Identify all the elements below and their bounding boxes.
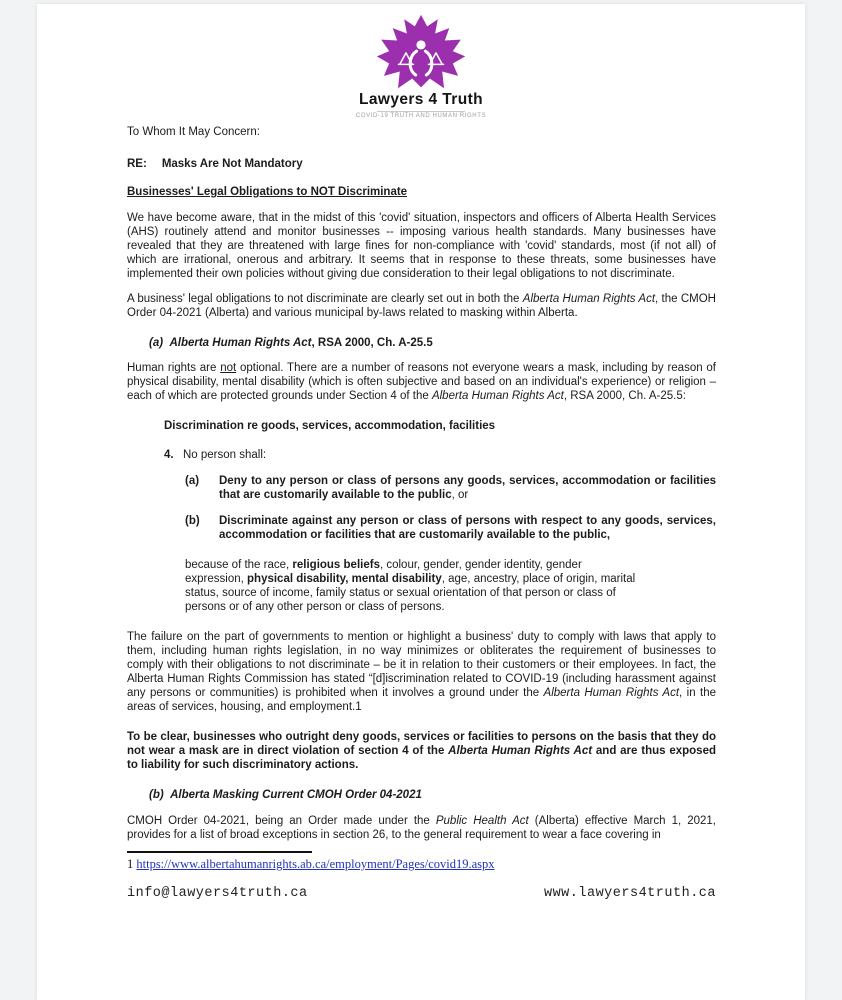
logo	[37, 14, 805, 119]
paragraph-to-be-clear: To be clear, businesses who outright deny goods, services or facilities to persons on the basis that they do not wear a mask are in direct violation of section 4 of the Alberta Human Rights Act and are thus exposed to liability for such discriminatory actions.	[127, 731, 716, 771]
clause-4b-text: Discriminate against any person or class of persons with respect to any goods, services, accommodation or facilities that are customarily available to the public,	[219, 515, 716, 541]
heading-section-b: (b) Alberta Masking Current CMOH Order 04-2021	[149, 789, 422, 801]
footnote-link[interactable]: https://www.albertahumanrights.ab.ca/employment/Pages/covid19.aspx	[136, 857, 495, 871]
letter-body	[37, 125, 805, 901]
clause-4a	[185, 474, 716, 502]
paragraph-obligations: A business' legal obligations to not discriminate are clearly set out in both the Alberta Human Rights Act, the CMOH Order 04-2021 (Alberta) and various municipal by-laws related to masking within Alberta.	[127, 293, 716, 319]
paragraph-intro: We have become aware, that in the midst of this 'covid' situation, inspectors and officers of Alberta Health Services (AHS) routinely attend and monitor businesses -- imposing various health standards. Many businesses have revealed that they are threatened with large fines for non-compliance with 'covid' standards, most (if not all) of which are irrational, onerous and arbitrary. It seems that in response to these threats, some businesses have implemented their own policies without giving due consideration to their legal obligations to not discriminate.	[127, 212, 716, 280]
main-heading: Businesses' Legal Obligations to NOT Discriminate	[127, 186, 408, 198]
clause-4a-label: (a)	[185, 475, 200, 487]
page-footer	[127, 887, 716, 901]
clause-4-text: No person shall:	[183, 449, 267, 461]
footnote-separator	[127, 851, 312, 853]
re-subject: Masks Are Not Mandatory	[161, 158, 303, 170]
clause-4-number: 4.	[164, 449, 174, 461]
paragraph-failure: The failure on the part of governments to mention or highlight a business' duty to comply with laws that apply to them, including human rights legislation, in no way minimizes or obliterates the requirement of businesses to comply with their obligations to not discriminate – be it in relation to their customers or their employees. In fact, the Alberta Human Rights Commission has stated “[d]iscrimination related to COVID-19 (including harassment against any persons or communities) is prohibited when it involves a ground under the Alberta Human Rights Act, in the areas of services, housing, and employment.1	[127, 631, 716, 713]
paragraph-cmoh: CMOH Order 04-2021, being an Order made under the Public Health Act (Alberta) effective March 1, 2021, provides for a list of broad exceptions in section 26, to the general requirement to wear a face covering in	[127, 815, 716, 841]
footer-website: www.lawyers4truth.ca	[543, 886, 716, 901]
footer-email: info@lawyers4truth.ca	[127, 886, 308, 901]
re-line	[127, 157, 716, 171]
logo-divider	[377, 111, 465, 112]
heading-section-a: (a) Alberta Human Rights Act, RSA 2000, Ch. A-25.5	[149, 337, 433, 349]
salutation: To Whom It May Concern:	[127, 126, 260, 138]
clause-4	[164, 448, 716, 462]
clause-4b	[185, 514, 716, 542]
document-page	[37, 4, 805, 1000]
clause-4a-text: Deny to any person or class of persons any goods, services, accommodation or facilities that are customarily available to the public, or	[219, 475, 716, 501]
logo-name: Lawyers 4 Truth	[358, 91, 483, 108]
footnote	[127, 857, 716, 871]
clause-4b-label: (b)	[185, 515, 200, 527]
logo-tagline: COVID-19 TRUTH AND HUMAN RIGHTS	[355, 113, 487, 119]
footnote-marker: 1	[127, 857, 134, 871]
paragraph-human-rights: Human rights are not optional. There are a number of reasons not everyone wears a mask, including by reason of physical disability, mental disability (which is often subjective and based on an individual's experience) or religion – each of which are protected grounds under Section 4 of the Alberta Human Rights Act, RSA 2000, Ch. A-25.5:	[127, 362, 716, 402]
heading-discrimination: Discrimination re goods, services, accommodation, facilities	[164, 420, 496, 432]
paragraph-because: because of the race, religious beliefs, colour, gender, gender identity, gender expression, physical disability, mental disability, age, ancestry, place of origin, marital status, source of income, family status or sexual orientation of that person or class of persons or of any other person or class of persons.	[185, 559, 636, 613]
maple-leaf-scales-icon	[373, 14, 469, 90]
re-label: RE:	[127, 158, 147, 170]
